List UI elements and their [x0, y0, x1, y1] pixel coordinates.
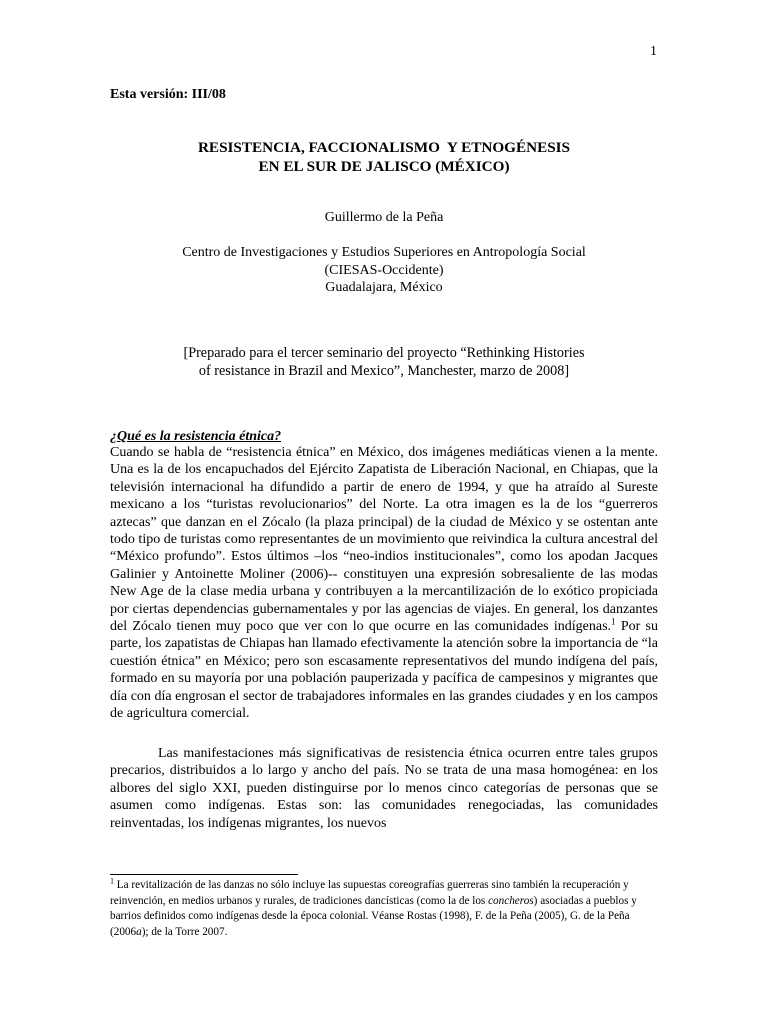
affiliation-line-1: Centro de Investigaciones y Estudios Superiores en Antropología Social: [182, 245, 586, 260]
preparation-line-1: [Preparado para el tercer seminario del proyecto “Rethinking Histories: [183, 345, 585, 361]
section-heading: ¿Qué es la resistencia étnica?: [110, 429, 282, 444]
footnote-divider: [110, 874, 298, 875]
footnote-text-a: La revitalización de las danzas no sólo incluye las supuestas coreografías guerreras sino también la recuperación y reinvención, en medios urbanos y rurales, de tradiciones dancísticas (como la de los: [110, 879, 629, 907]
footnote-text-italic-2: a: [136, 925, 142, 938]
author-name: Guillermo de la Peña: [324, 210, 444, 225]
document-title: [110, 138, 658, 176]
author-affiliation: [110, 244, 658, 297]
paragraph-1-text-b: Por su parte, los zapatistas de Chiapas han llamado efectivamente la atención sobre la importancia de “la cuestión étnica” en México; pero son escasamente representativos del mundo indígena del país, formado en su mayoría por una población pauperizada y pacífica de campesinos y migrantes que día con día engrosan el sector de trabajadores informales en las grandes ciudades y en los campos de agricultura comercial.: [110, 619, 658, 722]
affiliation-line-2: (CIESAS-Occidente): [324, 262, 444, 278]
paragraph-2: Las manifestaciones más significativas de resistencia étnica ocurren entre tales grupos precarios, distribuidos a lo largo y ancho del país. No se trata de una masa homogénea: en los albores del siglo XXI, pueden distinguirse por lo menos cinco categorías de personas que se asumen como indígenas. Estas son: las comunidades renegociadas, las comunidades reinventadas, los indígenas migrantes, los nuevos: [110, 746, 658, 831]
affiliation-line-3: Guadalajara, México: [325, 280, 443, 295]
footnote-text-b: ) asociadas a pueblos y barrios definidos como indígenas desde la época colonial. Véanse Rostas (1998), F. de la Peña (2005), G. de la Peña (2006: [110, 894, 637, 938]
paragraph-1: [110, 444, 658, 723]
footnote-text-italic: concheros: [488, 894, 534, 907]
footnote-text-c: ); de la Torre 2007.: [141, 925, 228, 938]
footnote: [110, 878, 658, 940]
title-line-2: EN EL SUR DE JALISCO (MÉXICO): [258, 158, 510, 175]
paragraph-1-text-a: Cuando se habla de “resistencia étnica” en México, dos imágenes mediáticas vienen a la mente. Una es la de los encapuchados del Ejército Zapatista de Liberación Nacional, en Chiapas, que la televisión internacional ha difundido a partir de enero de 1994, y que ha atraído al Sureste mexicano a los “turistas revolucionarios” del Norte. La otra imagen es la de los “guerreros aztecas” que danzan en el Zócalo (la plaza principal) de la ciudad de México y se ostentan ante todo tipo de turistas como representantes de un movimiento que reivindica la cultura ancestral del “México profundo”. Estos últimos –los “neo-indios institucionales”, como los apodan Jacques Galinier y Antoinette Moliner (2006)-- constituyen una expresión sobresaliente de las modas New Age de la clase media urbana y contribuyen a la mercantilización de lo exótico propiciada por ciertas dependencias gubernamentales y por las agencias de viajes. En general, los danzantes del Zócalo tienen muy poco que ver con lo que ocurre en las comunidades indígenas.: [110, 445, 658, 635]
footnote-number: 1: [110, 876, 114, 886]
title-line-1: RESISTENCIA, FACCIONALISMO Y ETNOGÉNESIS: [197, 139, 571, 156]
preparation-line-2: of resistance in Brazil and Mexico”, Manchester, marzo de 2008]: [198, 362, 570, 379]
version-label: Esta versión: III/08: [110, 87, 226, 102]
footnote-reference[interactable]: 1: [611, 616, 616, 627]
page-number: 1: [650, 44, 657, 59]
preparation-note: [110, 345, 658, 380]
